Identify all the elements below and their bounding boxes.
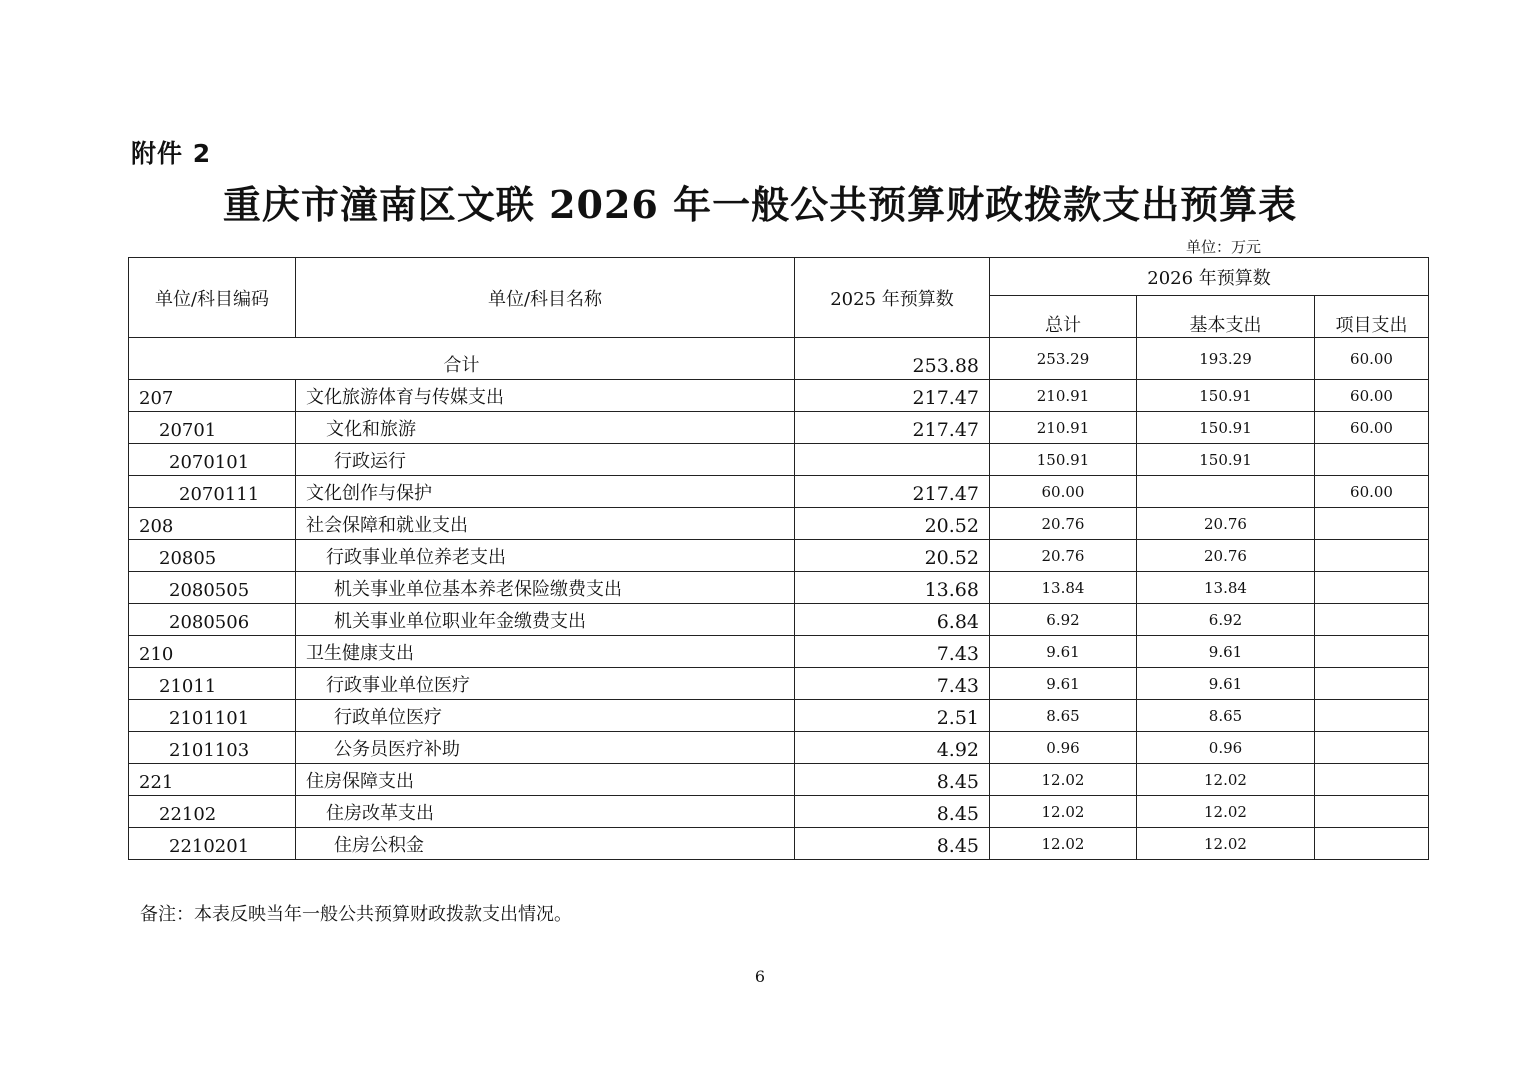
- row-code: 20701: [129, 412, 296, 444]
- total-label: 合计: [129, 338, 795, 380]
- row-total: 12.02: [990, 828, 1137, 860]
- row-basic: 0.96: [1137, 732, 1315, 764]
- row-total: 20.76: [990, 508, 1137, 540]
- row-name: 公务员医疗补助: [296, 732, 795, 764]
- row-budget-2025: 13.68: [795, 572, 990, 604]
- row-name: 住房改革支出: [296, 796, 795, 828]
- row-project: 60.00: [1315, 476, 1429, 508]
- row-basic: 12.02: [1137, 764, 1315, 796]
- header-budget-2026: 2026 年预算数: [990, 258, 1429, 296]
- row-code: 21011: [129, 668, 296, 700]
- row-budget-2025: 20.52: [795, 540, 990, 572]
- table-row: [129, 828, 1429, 860]
- row-code: 2070101: [129, 444, 296, 476]
- header-project: 项目支出: [1315, 296, 1429, 338]
- row-name: 文化和旅游: [296, 412, 795, 444]
- row-name: 住房公积金: [296, 828, 795, 860]
- row-project: [1315, 732, 1429, 764]
- row-code: 2080505: [129, 572, 296, 604]
- row-name: 社会保障和就业支出: [296, 508, 795, 540]
- total-total: 253.29: [990, 338, 1137, 380]
- row-name: 住房保障支出: [296, 764, 795, 796]
- row-project: [1315, 764, 1429, 796]
- row-budget-2025: [795, 444, 990, 476]
- table-row: [129, 604, 1429, 636]
- total-project: 60.00: [1315, 338, 1429, 380]
- row-project: [1315, 604, 1429, 636]
- table-row: [129, 668, 1429, 700]
- row-name: 机关事业单位基本养老保险缴费支出: [296, 572, 795, 604]
- row-project: [1315, 700, 1429, 732]
- attachment-label: 附件 2: [131, 139, 212, 168]
- row-code: 2101103: [129, 732, 296, 764]
- row-name: 行政事业单位养老支出: [296, 540, 795, 572]
- row-basic: 20.76: [1137, 508, 1315, 540]
- row-total: 12.02: [990, 764, 1137, 796]
- row-project: [1315, 444, 1429, 476]
- row-total: 60.00: [990, 476, 1137, 508]
- row-project: [1315, 508, 1429, 540]
- row-total: 150.91: [990, 444, 1137, 476]
- row-budget-2025: 7.43: [795, 636, 990, 668]
- header-name: 单位/科目名称: [296, 258, 795, 338]
- table-row: [129, 540, 1429, 572]
- header-basic: 基本支出: [1137, 296, 1315, 338]
- table-row: [129, 700, 1429, 732]
- row-basic: [1137, 476, 1315, 508]
- table-row: [129, 636, 1429, 668]
- row-code: 207: [129, 380, 296, 412]
- row-code: 22102: [129, 796, 296, 828]
- row-code: 2080506: [129, 604, 296, 636]
- row-basic: 13.84: [1137, 572, 1315, 604]
- row-budget-2025: 2.51: [795, 700, 990, 732]
- row-code: 221: [129, 764, 296, 796]
- row-budget-2025: 4.92: [795, 732, 990, 764]
- row-project: 60.00: [1315, 380, 1429, 412]
- row-name: 行政运行: [296, 444, 795, 476]
- row-basic: 6.92: [1137, 604, 1315, 636]
- row-total: 9.61: [990, 636, 1137, 668]
- row-basic: 150.91: [1137, 380, 1315, 412]
- table-note: 备注：本表反映当年一般公共预算财政拨款支出情况。: [140, 904, 572, 925]
- row-name: 行政单位医疗: [296, 700, 795, 732]
- header-code: 单位/科目编码: [129, 258, 296, 338]
- row-name: 文化旅游体育与传媒支出: [296, 380, 795, 412]
- row-basic: 150.91: [1137, 412, 1315, 444]
- row-budget-2025: 8.45: [795, 828, 990, 860]
- row-code: 2210201: [129, 828, 296, 860]
- table-row: [129, 380, 1429, 412]
- row-code: 210: [129, 636, 296, 668]
- row-project: [1315, 572, 1429, 604]
- row-project: [1315, 828, 1429, 860]
- row-project: [1315, 540, 1429, 572]
- row-name: 卫生健康支出: [296, 636, 795, 668]
- row-budget-2025: 8.45: [795, 764, 990, 796]
- total-basic: 193.29: [1137, 338, 1315, 380]
- header-row-1: [129, 258, 1429, 296]
- row-total: 13.84: [990, 572, 1137, 604]
- table-row: [129, 508, 1429, 540]
- row-total: 0.96: [990, 732, 1137, 764]
- row-name: 机关事业单位职业年金缴费支出: [296, 604, 795, 636]
- row-budget-2025: 7.43: [795, 668, 990, 700]
- total-row: [129, 338, 1429, 380]
- row-basic: 20.76: [1137, 540, 1315, 572]
- row-project: [1315, 636, 1429, 668]
- row-basic: 9.61: [1137, 636, 1315, 668]
- row-project: 60.00: [1315, 412, 1429, 444]
- row-code: 2101101: [129, 700, 296, 732]
- row-budget-2025: 217.47: [795, 412, 990, 444]
- row-code: 20805: [129, 540, 296, 572]
- table-row: [129, 444, 1429, 476]
- row-code: 2070111: [129, 476, 296, 508]
- row-total: 9.61: [990, 668, 1137, 700]
- table-row: [129, 572, 1429, 604]
- table-row: [129, 796, 1429, 828]
- row-name: 文化创作与保护: [296, 476, 795, 508]
- row-total: 12.02: [990, 796, 1137, 828]
- row-basic: 9.61: [1137, 668, 1315, 700]
- row-total: 8.65: [990, 700, 1137, 732]
- header-total: 总计: [990, 296, 1137, 338]
- row-budget-2025: 8.45: [795, 796, 990, 828]
- row-basic: 8.65: [1137, 700, 1315, 732]
- page-title: 重庆市潼南区文联 2026 年一般公共预算财政拨款支出预算表: [222, 182, 1298, 227]
- unit-label: 单位：万元: [1186, 238, 1262, 256]
- row-budget-2025: 6.84: [795, 604, 990, 636]
- table-row: [129, 732, 1429, 764]
- page-number: 6: [754, 967, 766, 986]
- table-row: [129, 764, 1429, 796]
- row-basic: 150.91: [1137, 444, 1315, 476]
- row-project: [1315, 796, 1429, 828]
- row-code: 208: [129, 508, 296, 540]
- table-row: [129, 412, 1429, 444]
- row-basic: 12.02: [1137, 828, 1315, 860]
- row-budget-2025: 217.47: [795, 380, 990, 412]
- row-project: [1315, 668, 1429, 700]
- row-total: 20.76: [990, 540, 1137, 572]
- row-basic: 12.02: [1137, 796, 1315, 828]
- total-budget-2025: 253.88: [795, 338, 990, 380]
- budget-table: [128, 257, 1429, 860]
- table-row: [129, 476, 1429, 508]
- row-total: 210.91: [990, 380, 1137, 412]
- row-total: 6.92: [990, 604, 1137, 636]
- row-total: 210.91: [990, 412, 1137, 444]
- row-name: 行政事业单位医疗: [296, 668, 795, 700]
- row-budget-2025: 20.52: [795, 508, 990, 540]
- header-budget-2025: 2025 年预算数: [795, 258, 990, 338]
- row-budget-2025: 217.47: [795, 476, 990, 508]
